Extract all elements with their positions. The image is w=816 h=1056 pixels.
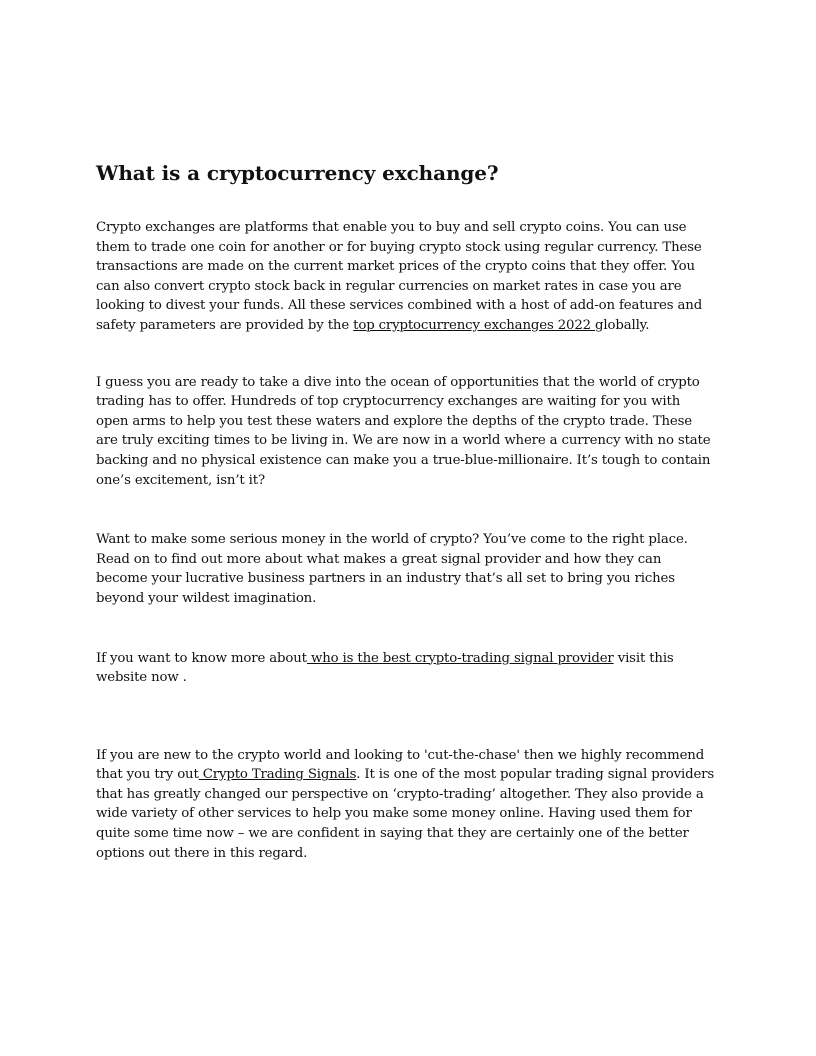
paragraph-text: Crypto exchanges are platforms that enable you to buy and sell crypto coins. You can use them to trade one coin for another or for buying crypto stock using regular currency. These transactions are made on the current market prices of the crypto coins that they offer. You can also convert crypto stock back in regular currencies on market rates in case you are looking to divest your funds. All these services combined with a host of add-on features and safety parameters are provided by the	[96, 220, 703, 333]
paragraph-opportunities	[96, 373, 716, 491]
paragraph-text-after: globally.	[595, 317, 650, 333]
best-signal-provider-link[interactable]: who is the best crypto-trading signal provider	[306, 650, 614, 666]
paragraph-serious-money	[96, 530, 716, 608]
paragraph-text: Want to make some serious money in the world of crypto? You’ve come to the right place. Read on to find out more about what makes a great signal provider and how they can become your lucrative business partners in an industry that’s all set to bring you riches beyond your wildest imagination.	[96, 532, 688, 606]
paragraph-text-after: . It is one of the most popular trading signal providers that has greatly changed our perspective on ‘crypto-trading’ altogether. They also provide a wide variety of other services to help you make some money online. Having used them for quite some time now – we are confident in saying that they are certainly one of the better options out there in this regard.	[96, 767, 715, 861]
paragraph-text: If you want to know more about	[96, 650, 307, 666]
top-exchanges-link[interactable]: top cryptocurrency exchanges 2022	[353, 317, 596, 333]
paragraph-recommendation	[96, 746, 716, 864]
paragraph-exchanges	[96, 218, 716, 336]
paragraph-text: I guess you are ready to take a dive into the ocean of opportunities that the world of crypto trading has to offer. Hundreds of top cryptocurrency exchanges are waiting for you with open arms to help you test these waters and explore the depths of the crypto trade. These are truly exciting times to be living in. We are now in a world where a currency with no state backing and no physical existence can make you a true-blue-millionaire. It’s tough to contain one’s excitement, isn’t it?	[96, 374, 711, 488]
paragraph-text-after: visit this website now .	[96, 650, 674, 686]
crypto-trading-signals-link[interactable]: Crypto Trading Signals	[198, 767, 357, 783]
paragraph-signal-provider	[96, 649, 716, 688]
page-title: What is a cryptocurrency exchange?	[96, 161, 499, 185]
paragraph-text: If you are new to the crypto world and looking to 'cut-the-chase' then we highly recommend that you try out	[96, 747, 705, 783]
document-page	[96, 158, 716, 863]
